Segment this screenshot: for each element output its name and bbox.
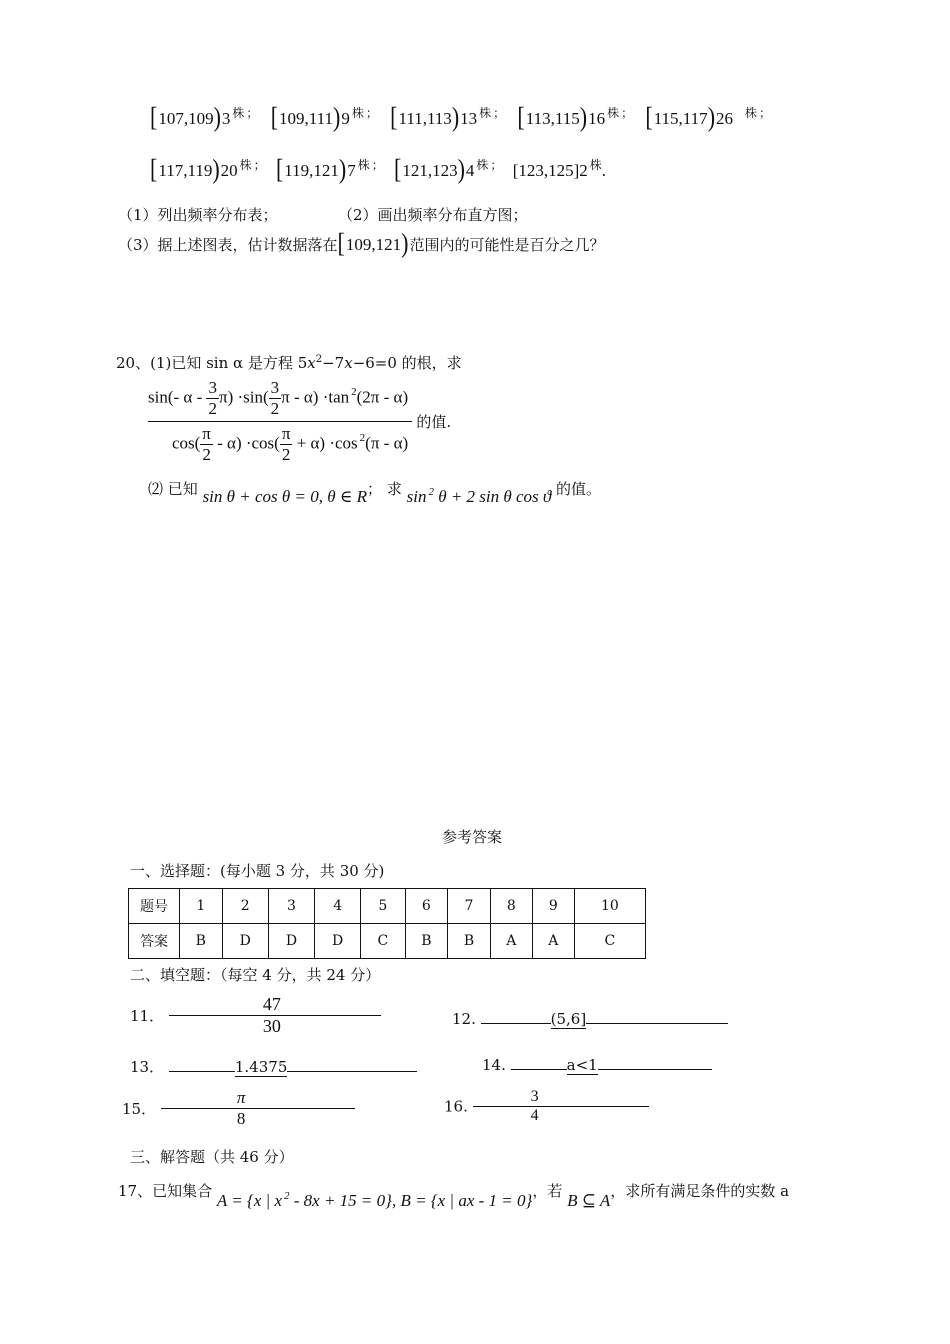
table-cell: 8: [490, 889, 532, 924]
data-item: [123,125]2 $^株$.: [512, 158, 607, 180]
q19-sub-2: （2）画出频率分布直方图；: [338, 206, 528, 224]
fraction-bar: cos( $\frac{\pi}{2}$ - α) ·cos( $\frac{\pi}{2}$ + α) ·cos $^2$(π - α): [148, 421, 412, 465]
answer-13: 13． 1.4375: [130, 1056, 417, 1077]
data-item: [109,111)9 $^株$ ；: [270, 100, 378, 132]
section-1-heading: 一、选择题：(每小题 3 分，共 30 分): [130, 862, 385, 880]
data-item: [117,119)20 $^株$ ；: [150, 152, 266, 184]
answer-16: 16. $\frac{3}{4}$: [444, 1088, 649, 1125]
table-cell: D: [222, 924, 268, 959]
section-3-heading: 三、解答题（共 46 分）: [130, 1148, 294, 1166]
q20-value-text: 的值.: [416, 413, 452, 431]
question-17: 17、已知集合 A = {x | x $^2$ - 8x + 15 = 0}, B = {x | ax - 1 = 0}，若 B ⊆ A，求所有满足条件的实数 a: [118, 1182, 790, 1210]
q20-fraction-expression: [148, 378, 451, 465]
table-cell: 5: [361, 889, 405, 924]
answer-table: [128, 888, 646, 959]
table-cell: 6: [405, 889, 448, 924]
data-item: [121,123)4 $^株$ ；: [394, 152, 503, 184]
table-cell: 3: [268, 889, 314, 924]
data-item: [107,109)3 $^株$ ；: [150, 100, 259, 132]
table-cell: D: [268, 924, 314, 959]
table-cell: 4: [315, 889, 361, 924]
answer-11: 11． $\frac{47}{30}$: [130, 994, 381, 1037]
table-cell: B: [180, 924, 223, 959]
fraction-numerator: sin(- α - $\frac{3}{2}$ π) ·sin( $\frac{3}{2}$ π - α) ·tan $^2$(2π - α): [148, 378, 409, 418]
q19-sub-3: （3）据上述图表，估计数据落在[109,121)范围内的可能性是百分之几？: [118, 226, 605, 258]
q19-data-row-1: [150, 100, 772, 132]
answer-15: 15． $\frac{\pi}{8}$: [122, 1088, 355, 1129]
data-item: [111,113)13 $^株$ ；: [390, 100, 506, 132]
table-cell: 10: [574, 889, 645, 924]
q19-data-row-2: [150, 152, 607, 184]
table-cell: B: [448, 924, 491, 959]
table-cell: D: [315, 924, 361, 959]
table-cell: C: [361, 924, 405, 959]
answer-12: 12. (5,6]: [452, 1010, 728, 1028]
data-item: [119,121)7 $^株$ ；: [275, 152, 384, 184]
table-cell: 9: [532, 889, 574, 924]
table-row: [129, 924, 646, 959]
data-item: [115,117)26 $^株$ ；: [645, 100, 772, 132]
table-cell: 2: [222, 889, 268, 924]
answer-14: 14. a<1: [482, 1056, 712, 1074]
q20-intro: 20、(1)已知 sin α 是方程 $5x^2-7x-6=0$ 的根，求: [116, 354, 462, 372]
table-row: [129, 889, 646, 924]
q19-sub-1: （1）列出频率分布表；: [118, 206, 278, 224]
answers-title: 参考答案: [442, 828, 503, 846]
table-cell: 7: [448, 889, 491, 924]
table-cell: 答案: [129, 924, 180, 959]
table-cell: B: [405, 924, 448, 959]
table-cell: C: [574, 924, 645, 959]
data-item: [113,115)16 $^株$ ；: [517, 100, 634, 132]
table-cell: A: [490, 924, 532, 959]
q20-part-2: ⑵ 已知 sin θ + cos θ = 0, θ ∈ R； 求 sin $^2$ θ + 2 sin θ cos ϑ 的值。: [148, 480, 602, 506]
table-cell: A: [532, 924, 574, 959]
section-2-heading: 二、填空题：（每空 4 分，共 24 分）: [130, 966, 381, 984]
table-cell: 题号: [129, 889, 180, 924]
table-cell: 1: [180, 889, 223, 924]
